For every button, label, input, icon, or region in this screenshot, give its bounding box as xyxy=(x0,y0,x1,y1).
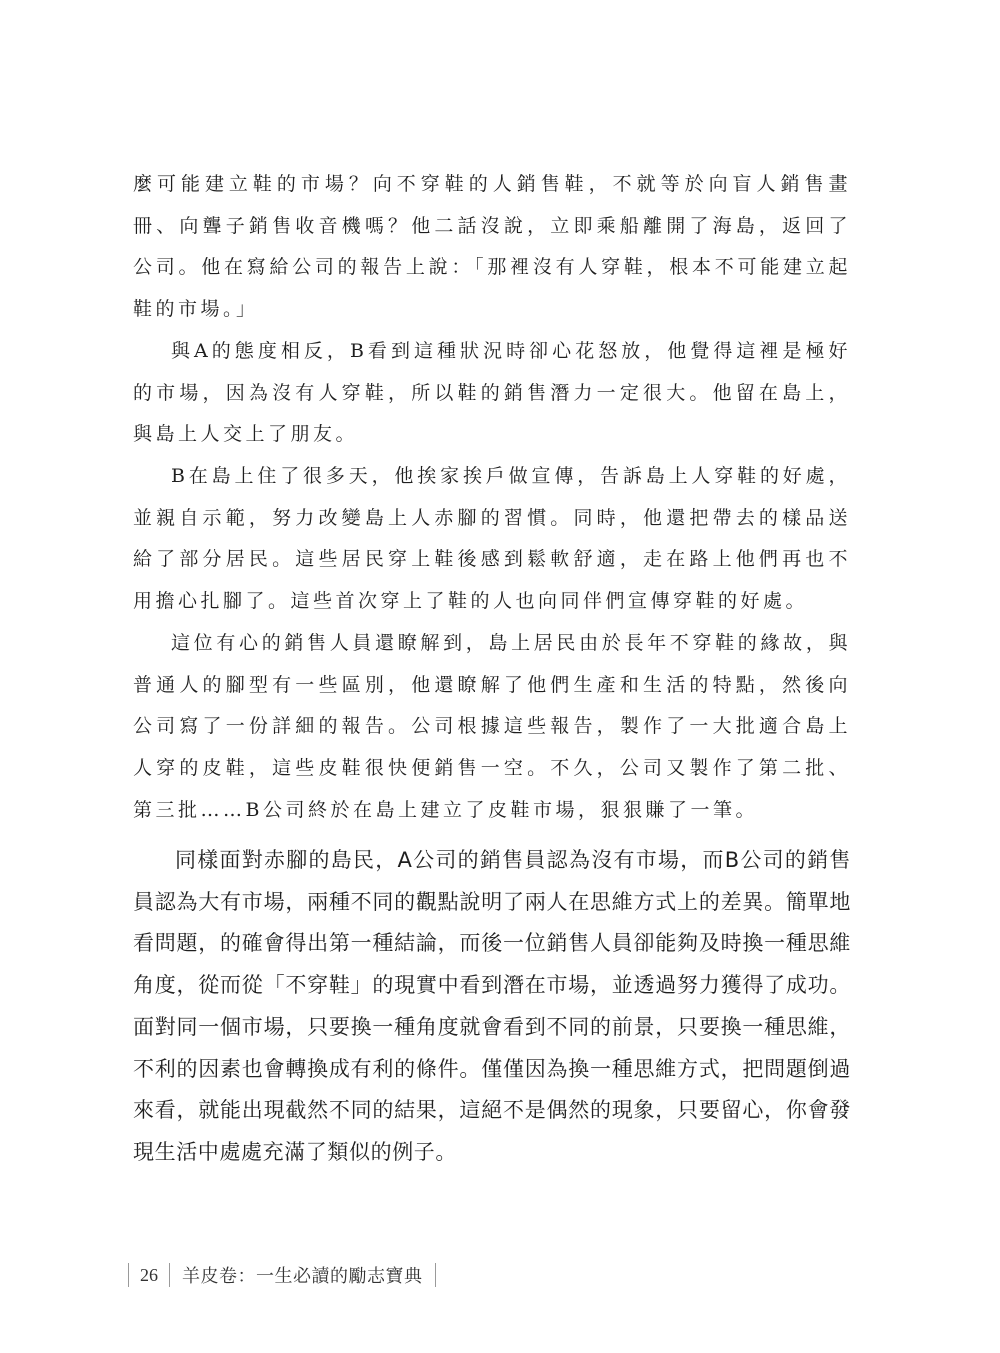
paragraph-b-on-island: B在島上住了很多天，他挨家挨戶做宣傳，告訴島上人穿鞋的好處，並親自示範，努力改變島上人赤腳的習慣。同時，他還把帶去的樣品送給了部分居民。這些居民穿上鞋後感到鬆軟舒適，走在路上他們再也不用擔心扎腳了。這些首次穿上了鞋的人也向同伴們宣傳穿鞋的好處。 xyxy=(133,465,851,613)
footer-divider-middle xyxy=(169,1263,170,1287)
page-footer xyxy=(128,1262,436,1288)
paragraph-continued: 麼可能建立鞋的市場？向不穿鞋的人銷售鞋，不就等於向盲人銷售畫冊、向聾子銷售收音機嗎？他二話沒說，立即乘船離開了海島，返回了公司。他在寫給公司的報告上說：「那裡沒有人穿鞋，根本不可能建立起鞋的市場。」 xyxy=(133,173,851,321)
footer-divider-left xyxy=(128,1263,129,1287)
footer-divider-right xyxy=(435,1263,436,1287)
page-number: 26 xyxy=(140,1264,158,1285)
paragraph-commentary: 同樣面對赤腳的島民，A公司的銷售員認為沒有市場，而B公司的銷售員認為大有市場，兩種不同的觀點說明了兩人在思維方式上的差異。簡單地看問題，的確會得出第一種結論，而後一位銷售人員卻能夠及時換一種思維角度，從而從「不穿鞋」的現實中看到潛在市場，並透過努力獲得了成功。面對同一個市場，只要換一種角度就會看到不同的前景，只要換一種思維，不利的因素也會轉換成有利的條件。僅僅因為換一種思維方式，把問題倒過來看，就能出現截然不同的結果，這絕不是偶然的現象，只要留心，你會發現生活中處處充滿了類似的例子。 xyxy=(133,848,851,1164)
paragraph-b-attitude: 與A的態度相反，B看到這種狀況時卻心花怒放，他覺得這裡是極好的市場，因為沒有人穿鞋，所以鞋的銷售潛力一定很大。他留在島上，與島上人交上了朋友。 xyxy=(133,340,851,446)
book-title: 羊皮卷：一生必讀的勵志寶典 xyxy=(182,1266,423,1287)
paragraph-sales-report: 這位有心的銷售人員還瞭解到，島上居民由於長年不穿鞋的緣故，與普通人的腳型有一些區別，他還瞭解了他們生產和生活的特點，然後向公司寫了一份詳細的報告。公司根據這些報告，製作了一大批適合島上人穿的皮鞋，這些皮鞋很快便銷售一空。不久，公司又製作了第二批、第三批……B公司終於在島上建立了皮鞋市場，狠狠賺了一筆。 xyxy=(133,632,851,821)
